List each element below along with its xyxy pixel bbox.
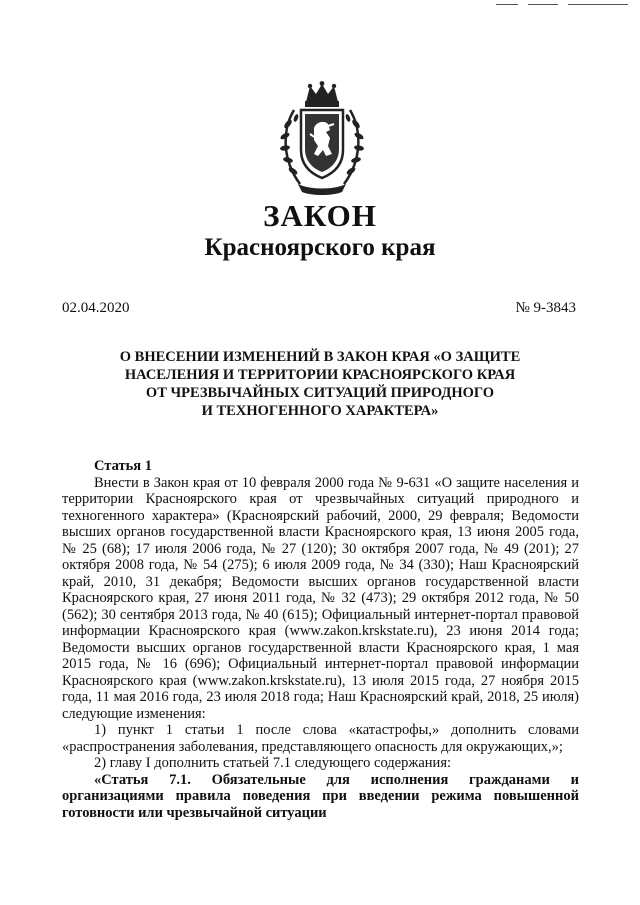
coat-of-arms-emblem <box>276 80 368 198</box>
article-intro-paragraph: Внести в Закон края от 10 февраля 2000 года № 9-631 «О защите населения и территории Красноярского края от чрезвычайных ситуаций природного и техногенного характера» (Красноярский рабочий, 2000, 29 февраля; Ведомости высших органов государственной власти Красноярского края, 13 июня 2005 года, № 25 (68); 17 июля 2006 года, № 27 (120); 30 октября 2007 года, № 49 (201); 27 октября 2008 года, № 54 (275); 6 июля 2009 года, № 34 (330); Наш Красноярский край, 2010, 31 декабря; Ведомости высших органов государственной власти Красноярского края, 27 июня 2011 года, № 32 (473); 29 октября 2012 года, № 50 (562); 30 сентября 2013 года, № 40 (615); Официальный интернет-портал правовой информации Красноярского края (www.zakon.krskstate.ru), 23 июня 2014 года; Ведомости высших органов государственной власти Красноярского края, 1 мая 2015 года, № 16 (696); Официальный интернет-портал правовой информации Красноярского края (www.zakon.krskstate.ru), 13 июля 2015 года, 27 ноября 2015 года, 11 мая 2016 года, 23 июля 2018 года; Наш Красноярский край, 2018, 25 июля) следующие изменения: <box>62 474 579 722</box>
law-title: ЗАКОН <box>263 198 377 233</box>
law-heading-line: ОТ ЧРЕЗВЫЧАЙНЫХ СИТУАЦИЙ ПРИРОДНОГО <box>145 385 495 401</box>
law-heading-line: НАСЕЛЕНИЯ И ТЕРРИТОРИИ КРАСНОЯРСКОГО КРАЯ <box>124 367 516 383</box>
law-heading-line: О ВНЕСЕНИИ ИЗМЕНЕНИЙ В ЗАКОН КРАЯ «О ЗАЩИТЕ <box>119 349 521 365</box>
law-body <box>62 458 579 821</box>
law-number: № 9-3843 <box>515 300 576 316</box>
law-date: 02.04.2020 <box>62 300 130 316</box>
new-article-heading: «Статья 7.1. Обязательные для исполнения гражданами и организациями правила поведения при введении режима повышенной готовности или чрезвычайной ситуации <box>62 771 579 821</box>
law-heading <box>60 348 580 420</box>
article-title: Статья 1 <box>94 458 152 474</box>
scan-marks <box>496 4 628 5</box>
article-item-1: 1) пункт 1 статьи 1 после слова «катастрофы,» дополнить словами «распространения заболевания, представляющего опасность для окружающих,»; <box>62 722 579 755</box>
law-region-subtitle: Красноярского края <box>204 234 436 261</box>
article-item-2: 2) главу I дополнить статьей 7.1 следующего содержания: <box>94 755 452 771</box>
law-heading-line: И ТЕХНОГЕННОГО ХАРАКТЕРА» <box>201 403 439 419</box>
